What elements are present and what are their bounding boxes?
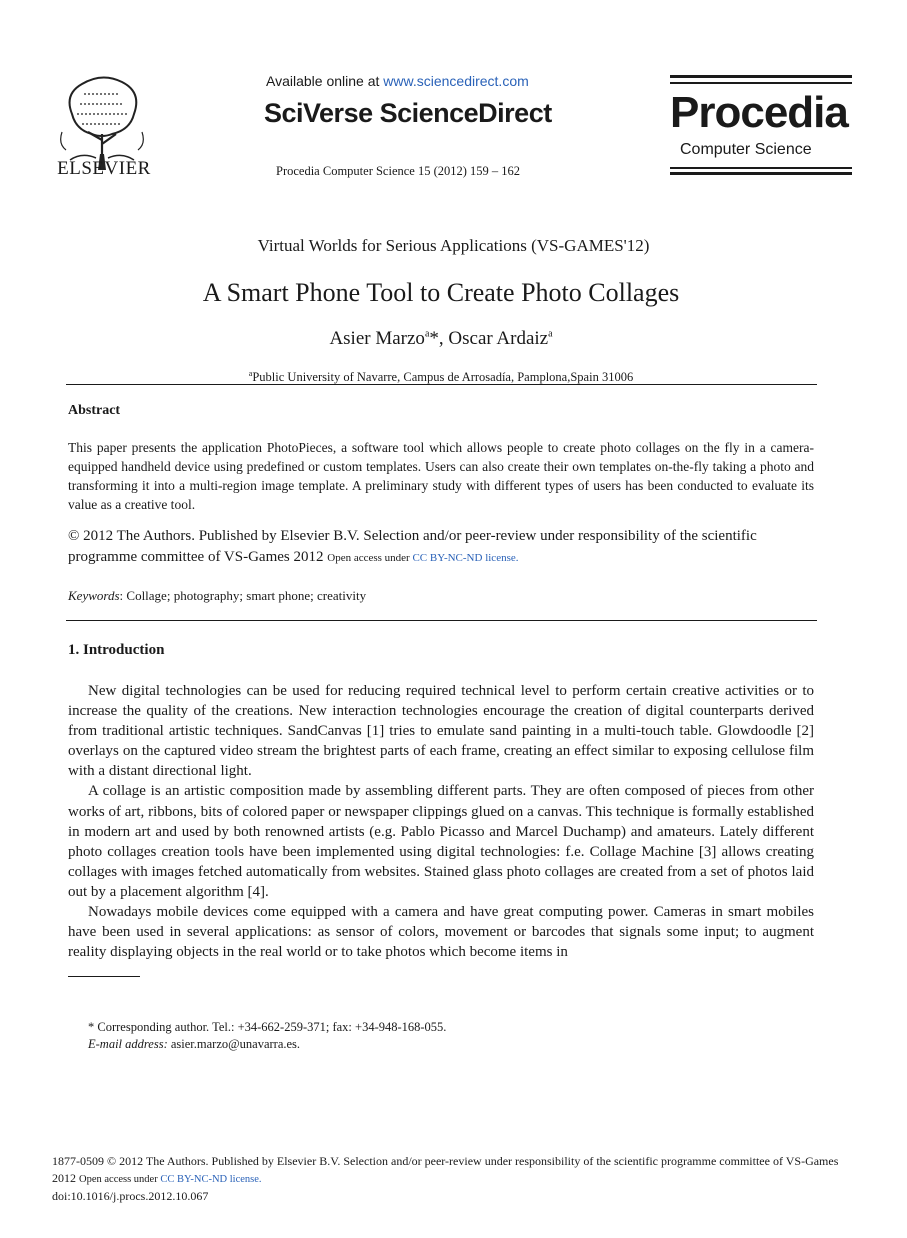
procedia-rule-bottom-thin [670, 167, 852, 169]
issn-copyright: 1877-0509 © 2012 The Authors. Published by Elsevier B.V. Selection and/or peer-review under responsibility of the scientific programme committee of VS-Games 2012 [52, 1154, 839, 1185]
keywords-line [68, 588, 366, 604]
procedia-subtitle: Computer Science [680, 141, 812, 158]
license-link[interactable]: CC BY-NC-ND license. [160, 1174, 262, 1185]
elsevier-wordmark: ELSEVIER [57, 158, 151, 179]
copyright-text: © 2012 The Authors. Published by Elsevier B.V. Selection and/or peer-review under responsibility of the scientific programme committee of VS-Games 2012 [68, 528, 757, 565]
journal-citation: Procedia Computer Science 15 (2012) 159 – 162 [276, 164, 521, 178]
author-list [0, 328, 882, 350]
available-online-label: Available online at [266, 73, 384, 89]
sciverse-wordmark: SciVerse ScienceDirect [264, 98, 552, 128]
body-paragraph: New digital technologies can be used for reducing required technical level to perform certain creative activities or to increase the quality of the creations. New interaction technologies encourage the creation of digital counterparts derived from traditional artistic techniques. SandCanvas [1] tries to emulate sand painting in a multi-touch table. Glowdoodle [2] overlays on the captured video stream the brightest parts of each frame, creating an effect similar to exposing cellulose film with a distant directional light. [68, 683, 814, 780]
body-paragraph: Nowadays mobile devices come equipped with a camera and have great computing power. Cameras in smart mobiles have been used in several applications: as sensor of colors, movement or barcodes that signals some input; to augment reality displaying objects in the real world or to take photos which become items in [68, 904, 814, 961]
keywords-label: Keywords [68, 588, 120, 603]
affiliation-mark: a [248, 369, 253, 378]
available-online-line [266, 73, 529, 89]
email-note [88, 1036, 446, 1053]
footnote [88, 1019, 446, 1053]
keywords-list: : Collage; photography; smart phone; creativity [119, 588, 367, 603]
procedia-wordmark: Procedia [670, 88, 848, 137]
author-name: Oscar Ardaiz [448, 328, 549, 349]
page-footer [52, 1153, 862, 1205]
email-label: E-mail address: [88, 1037, 168, 1051]
section-heading: 1. Introduction [68, 642, 165, 658]
abstract-text: This paper presents the application PhotoPieces, a software tool which allows people to create photo collages on the fly in a camera-equipped handheld device using predefined or custom templates. Users can also create their own templates on-the-fly taking a photo and transforming it into a multi-region image template. A preliminary study with different types of users has been conducted to evaluate its value as a creative tool. [68, 440, 814, 512]
author-separator: , [438, 328, 449, 349]
affiliation-text: Public University of Navarre, Campus de Arrosadía, Pamplona,Spain 31006 [252, 370, 634, 385]
abstract-heading: Abstract [68, 403, 121, 418]
license-link[interactable]: CC BY-NC-ND license. [412, 552, 519, 564]
doi: doi:10.1016/j.procs.2012.10.067 [52, 1189, 209, 1203]
conference-name: Virtual Worlds for Serious Applications (VS-GAMES'12) [257, 236, 650, 255]
procedia-rule-top [670, 75, 852, 78]
body-paragraph: A collage is an artistic composition made by assembling different parts. They are often composed of pieces from other works of art, ribbons, bits of colored paper or newspaper clippings glued on a canvas. This technique is formally established in modern art and used by both renowned artists (e.g. Pablo Picasso and Marcel Duchamp) and amateurs. Lately different photo collages creation tools have been implemented using digital technologies: f.e. Collage Machine [3] allows creating collages with images fetched automatically from websites. Stained glass photo collages are created from a set of photos laid out by a placement algorithm [4]. [68, 783, 814, 900]
sciencedirect-link[interactable]: www.sciencedirect.com [383, 73, 529, 89]
email-address: asier.marzo@unavarra.es. [167, 1037, 301, 1051]
author-name: Asier Marzo [329, 328, 425, 349]
introduction-body [68, 681, 814, 962]
article-title: A Smart Phone Tool to Create Photo Collages [202, 278, 680, 307]
author-affiliation-mark: a [424, 328, 430, 340]
open-access-label: Open access under [327, 552, 413, 564]
title-divider [66, 384, 817, 385]
open-access-label: Open access under [79, 1174, 161, 1185]
author-affiliation-mark: a [548, 328, 553, 340]
procedia-rule-top-thin [670, 82, 852, 84]
corresponding-mark: * [429, 328, 439, 349]
footnote-rule [68, 976, 140, 977]
corresponding-author-note: * Corresponding author. Tel.: +34-662-259-371; fax: +34-948-168-055. [88, 1020, 447, 1034]
abstract-divider [66, 620, 817, 621]
procedia-logo [670, 75, 852, 175]
procedia-rule-bottom [670, 172, 852, 175]
copyright-notice [68, 526, 828, 569]
affiliation [0, 369, 882, 385]
